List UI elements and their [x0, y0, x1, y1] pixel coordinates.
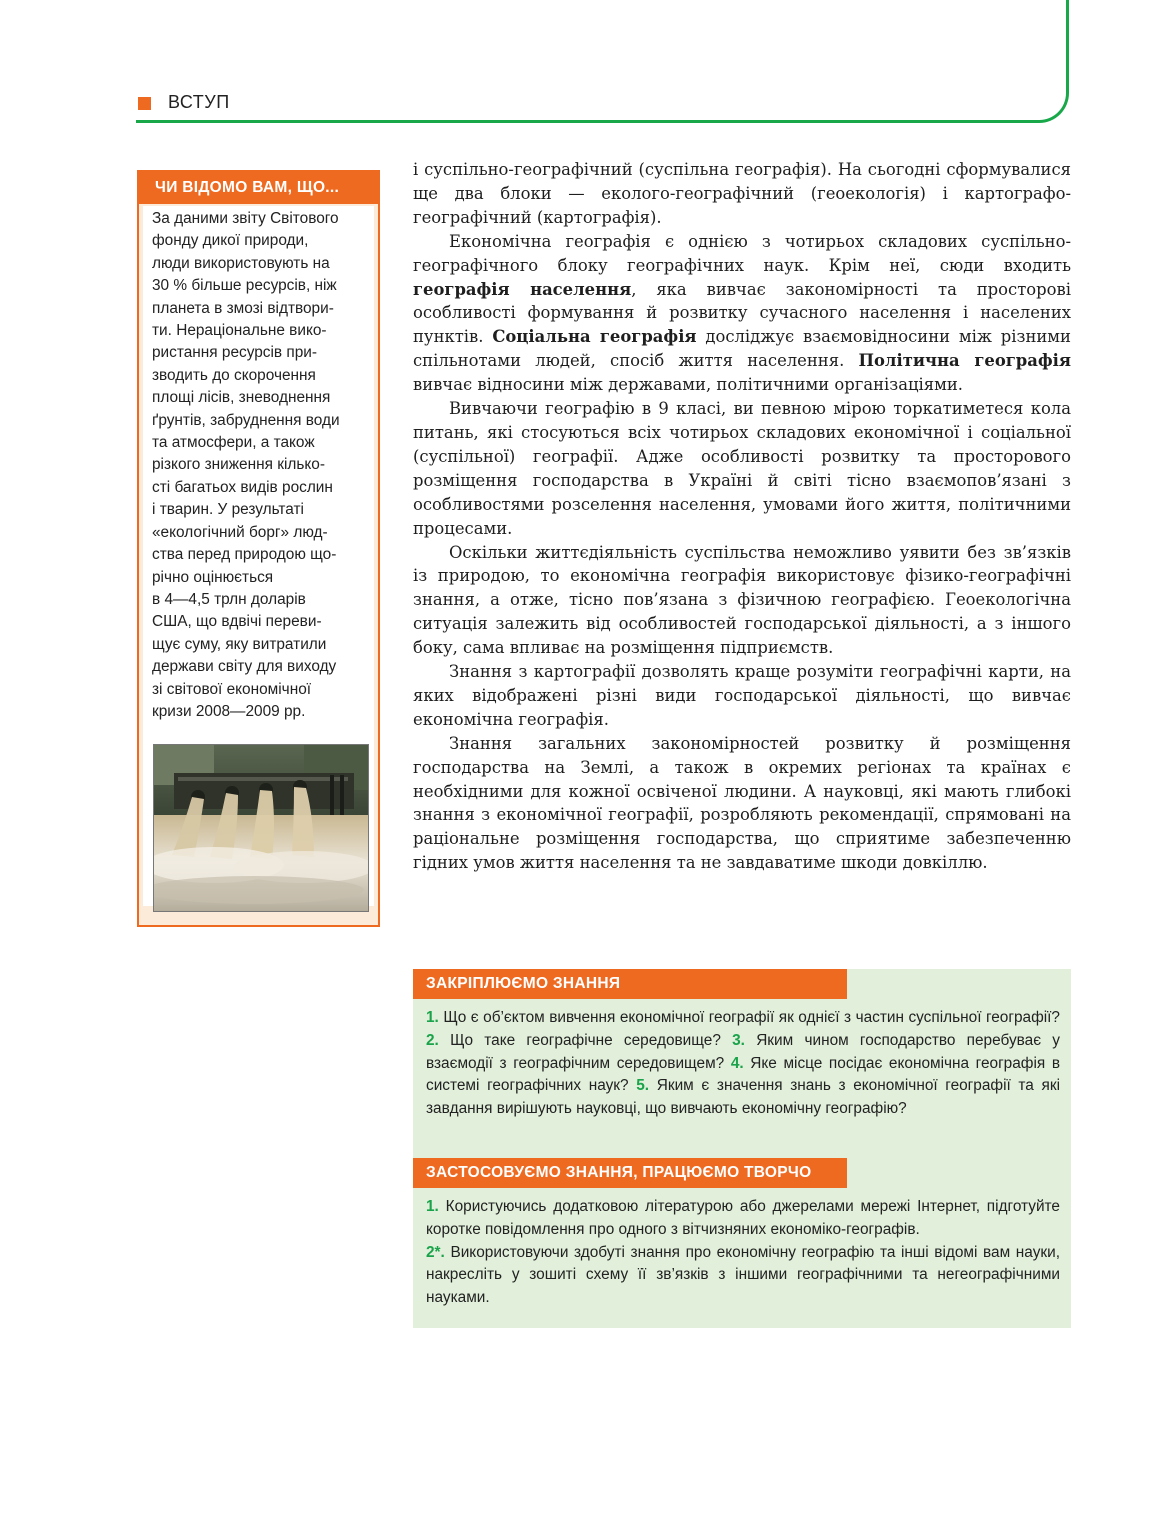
water-discharge-photo — [153, 744, 369, 912]
question-number: 5. — [636, 1077, 650, 1095]
question-text: Що є об’єктом вивчення економічної географії як однієї з частин суспільної географії? — [438, 1009, 1060, 1026]
term-political-geography: Політична географія — [858, 351, 1071, 371]
paragraph-2 — [413, 230, 1071, 397]
task-text: Використовуючи здобуті знання про економічну географію та інші відомі вам науки, накресліть у зошиті схему її зв’язків з іншими географічними та негеографічними науками. — [426, 1243, 1060, 1307]
question-number: 3. — [732, 1031, 745, 1049]
question-number: 4. — [730, 1054, 744, 1072]
exercises-panel — [413, 969, 1071, 1328]
question-number: 1. — [426, 1009, 439, 1026]
header-frame — [136, 0, 1069, 123]
paragraph-5: Знання з картографії дозволять краще розуміти географічні карти, на яких відображені різні види господарської діяльності, що вивчає економічна географія. — [413, 662, 1071, 729]
did-you-know-body — [143, 206, 374, 906]
paragraph-6: Знання загальних закономірностей розвитку й розміщення господарства на Землі, а також в окремих регіонах та країнах є необхідними для кожної освіченої людини. А науковці, які мають глибокі знання з економічної географії, розробляють рекомендації, спрямовані на раціональне розміщення господарства, що сприятиме забезпеченню гідних умов життя населення та не завдаватиме шкоди довкіллю. — [413, 733, 1071, 873]
paragraph-2-text-e: вивчає відносини між державами, політичними організаціями. — [413, 375, 964, 395]
did-you-know-text: За даними звіту Світового фонду дикої природи, люди використовують на 30 % більше ресурсів, ніж планета в змозі відтвори- ти. Нераціональне вико- ристання ресурсів при- зводить до скорочення площі лісів, зневоднення ґрунтів, забруднення води та атмосфери, а також різкого зниження кілько- сті багатьох видів рослин і тварин. У результаті «екологічний борг» люд- ства перед природою що- річно оцінюється в 4—4,5 трлн доларів США, що вдвічі переви- щує суму, яку витратили держави світу для виходу зі світової економічної кризи 2008—2009 рр. — [152, 210, 340, 720]
question-text: Що таке географічне середовище? — [438, 1031, 733, 1049]
section-marker — [138, 97, 151, 110]
term-social-geography: Соціальна географія — [492, 327, 697, 347]
paragraph-1: і суспільно-географічний (суспільна географія). На сьогодні сформувалися ще два блоки — еколого-географічний (геоекологія) і картографо-географічний (картографія). — [413, 160, 1071, 227]
question-text: Яким чином господарство перебуває у взаємодії з географічним середовищем? — [426, 1031, 1061, 1072]
paragraph-4: Оскільки життєдіяльність суспільства неможливо уявити без зв’язків із природою, то економічна географія використовує фізико-географічні знання, а отже, тісно пов’язана з фізичною географією. Геоекологічна ситуація залежить від особливостей господарської діяльності, а з іншого боку, сама впливає на розміщення підприємств. — [413, 542, 1071, 658]
term-population-geography: географія населення — [413, 279, 632, 299]
paragraph-2-text-d: досліджує взаємовідносини між різними спільнотами людей, спосіб життя населення. — [413, 327, 1071, 371]
reinforce-knowledge-questions — [426, 1007, 1060, 1121]
section-title: ВСТУП — [168, 92, 230, 112]
paragraph-2-text-a: Економічна географія є однією з чотирьох складових суспільно-географічного блоку географічних наук. Крім неї, сюди входить — [413, 231, 1071, 275]
did-you-know-title: ЧИ ВІДОМО ВАМ, ЩО... — [139, 172, 378, 204]
apply-knowledge-tasks — [426, 1196, 1060, 1310]
task-number: 1. — [426, 1198, 439, 1215]
reinforce-knowledge-title: ЗАКРІПЛЮЄМО ЗНАННЯ — [413, 969, 847, 999]
task-text: Користуючись додатковою літературою або джерелами мережі Інтернет, підготуйте коротке повідомлення про одного з вітчизняних економіко-географів. — [426, 1198, 1060, 1238]
question-text: Яке місце посідає економічна географія в системі географічних наук? — [426, 1054, 1060, 1095]
apply-knowledge-title: ЗАСТОСОВУЄМО ЗНАННЯ, ПРАЦЮЄМО ТВОРЧО — [413, 1158, 847, 1188]
question-number: 2. — [426, 1031, 439, 1049]
main-text — [413, 158, 1071, 875]
paragraph-2-text-c: , яка вивчає закономірності та просторові особливості формування й розвитку сучасного населення і населених пунктів. — [413, 279, 1071, 347]
question-text: Яким є значення знань з економічної географії та які завдання вирішують науковці, що вивчають економічну географію? — [426, 1077, 1060, 1118]
water-discharge-illustration — [154, 745, 368, 911]
task-number: 2*. — [426, 1243, 445, 1261]
did-you-know-box — [137, 170, 380, 927]
paragraph-3: Вивчаючи географію в 9 класі, ви певною мірою торкатиметеся кола питань, які стосуються всіх чотирьох складових економічної і соціальної (суспільної) географії. Адже особливості розвитку та просторового розміщення господарства в Україні й світі тісно взаємопов’язані з особливостями розселення населення, умовами його життя, політичними процесами. — [413, 399, 1071, 538]
